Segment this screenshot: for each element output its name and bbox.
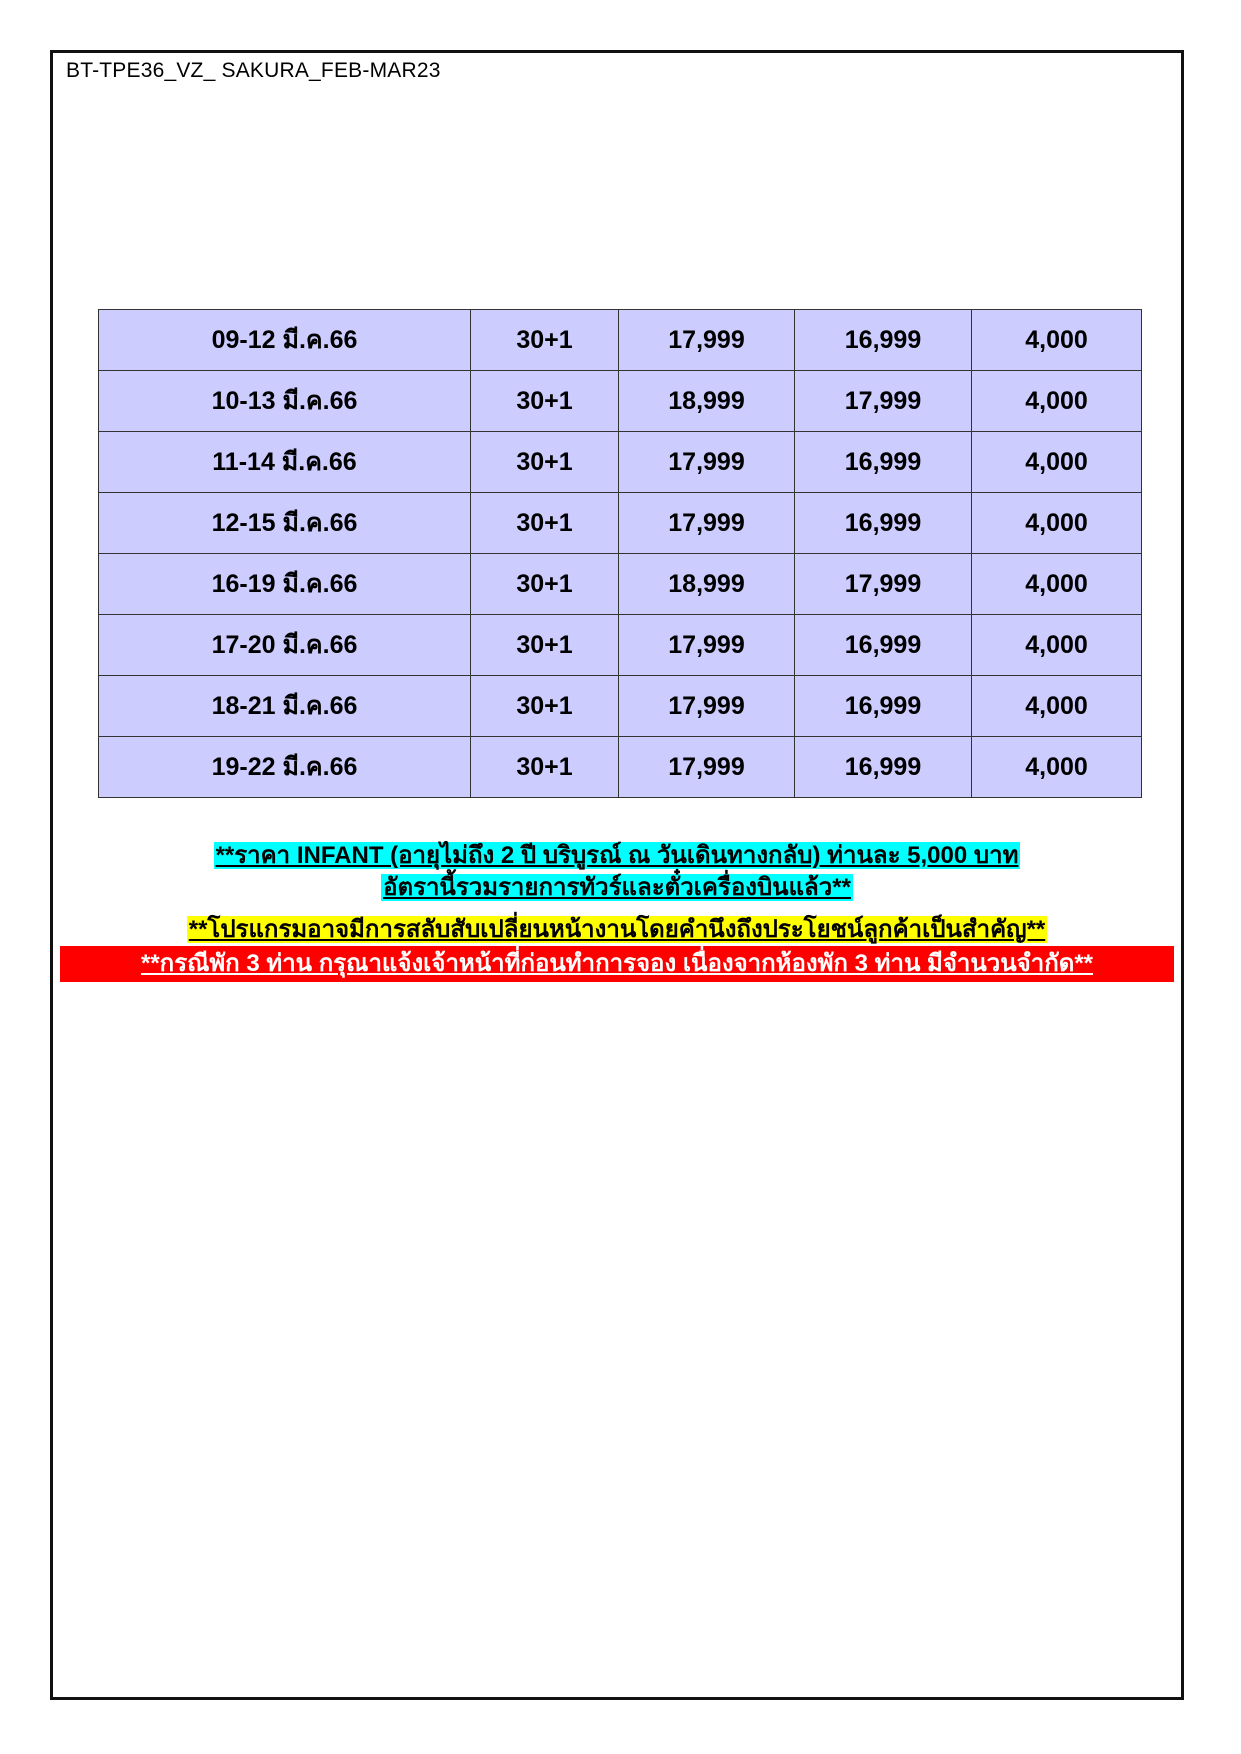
seats-cell: 30+1: [471, 554, 619, 615]
seats-cell: 30+1: [471, 432, 619, 493]
child-price-cell: 17,999: [795, 371, 972, 432]
date-cell: 19-22 มี.ค.66: [99, 737, 471, 798]
table-row: [99, 554, 1142, 615]
child-price-cell: 16,999: [795, 310, 972, 371]
adult-price-cell: 17,999: [619, 310, 795, 371]
child-price-cell: 16,999: [795, 432, 972, 493]
single-supplement-cell: 4,000: [972, 310, 1142, 371]
table-row: [99, 615, 1142, 676]
table-row: [99, 737, 1142, 798]
adult-price-cell: 17,999: [619, 615, 795, 676]
triple-room-warning: [60, 946, 1174, 982]
adult-price-cell: 18,999: [619, 371, 795, 432]
notes-section: [60, 840, 1174, 982]
date-cell: 11-14 มี.ค.66: [99, 432, 471, 493]
document-code: BT-TPE36_VZ_ SAKURA_FEB-MAR23: [66, 59, 441, 82]
child-price-cell: 16,999: [795, 615, 972, 676]
program-change-note: [60, 914, 1174, 946]
adult-price-cell: 17,999: [619, 676, 795, 737]
date-cell: 17-20 มี.ค.66: [99, 615, 471, 676]
seats-cell: 30+1: [471, 737, 619, 798]
table-row: [99, 676, 1142, 737]
single-supplement-cell: 4,000: [972, 615, 1142, 676]
price-table: [98, 309, 1142, 798]
single-supplement-cell: 4,000: [972, 432, 1142, 493]
date-cell: 18-21 มี.ค.66: [99, 676, 471, 737]
adult-price-cell: 18,999: [619, 554, 795, 615]
infant-price-note: [60, 840, 1174, 872]
adult-price-cell: 17,999: [619, 493, 795, 554]
single-supplement-cell: 4,000: [972, 493, 1142, 554]
seats-cell: 30+1: [471, 310, 619, 371]
child-price-cell: 16,999: [795, 493, 972, 554]
child-price-cell: 16,999: [795, 737, 972, 798]
date-cell: 10-13 มี.ค.66: [99, 371, 471, 432]
seats-cell: 30+1: [471, 676, 619, 737]
date-cell: 12-15 มี.ค.66: [99, 493, 471, 554]
infant-note-line-1: **ราคา INFANT (อายุไม่ถึง 2 ปี บริบูรณ์ ณ วันเดินทางกลับ) ท่านละ 5,000 บาท: [215, 842, 1019, 869]
adult-price-cell: 17,999: [619, 737, 795, 798]
table-row: [99, 493, 1142, 554]
infant-price-note-continued: [60, 872, 1174, 904]
program-note-text: **โปรแกรมอาจมีการสลับสับเปลี่ยนหน้างานโดยคำนึงถึงประโยชน์ลูกค้าเป็นสำคัญ**: [188, 916, 1046, 943]
child-price-cell: 16,999: [795, 676, 972, 737]
single-supplement-cell: 4,000: [972, 554, 1142, 615]
single-supplement-cell: 4,000: [972, 676, 1142, 737]
child-price-cell: 17,999: [795, 554, 972, 615]
single-supplement-cell: 4,000: [972, 371, 1142, 432]
seats-cell: 30+1: [471, 615, 619, 676]
single-supplement-cell: 4,000: [972, 737, 1142, 798]
table-row: [99, 371, 1142, 432]
table-row: [99, 432, 1142, 493]
infant-note-line-2: อัตรานี้รวมรายการทัวร์และตั๋วเครื่องบินแล้ว**: [383, 874, 851, 901]
table-row: [99, 310, 1142, 371]
date-cell: 16-19 มี.ค.66: [99, 554, 471, 615]
seats-cell: 30+1: [471, 493, 619, 554]
date-cell: 09-12 มี.ค.66: [99, 310, 471, 371]
adult-price-cell: 17,999: [619, 432, 795, 493]
seats-cell: 30+1: [471, 371, 619, 432]
triple-room-note-text: **กรณีพัก 3 ท่าน กรุณาแจ้งเจ้าหน้าที่ก่อนทำการจอง เนื่องจากห้องพัก 3 ท่าน มีจำนวนจำกัด**: [140, 950, 1094, 977]
